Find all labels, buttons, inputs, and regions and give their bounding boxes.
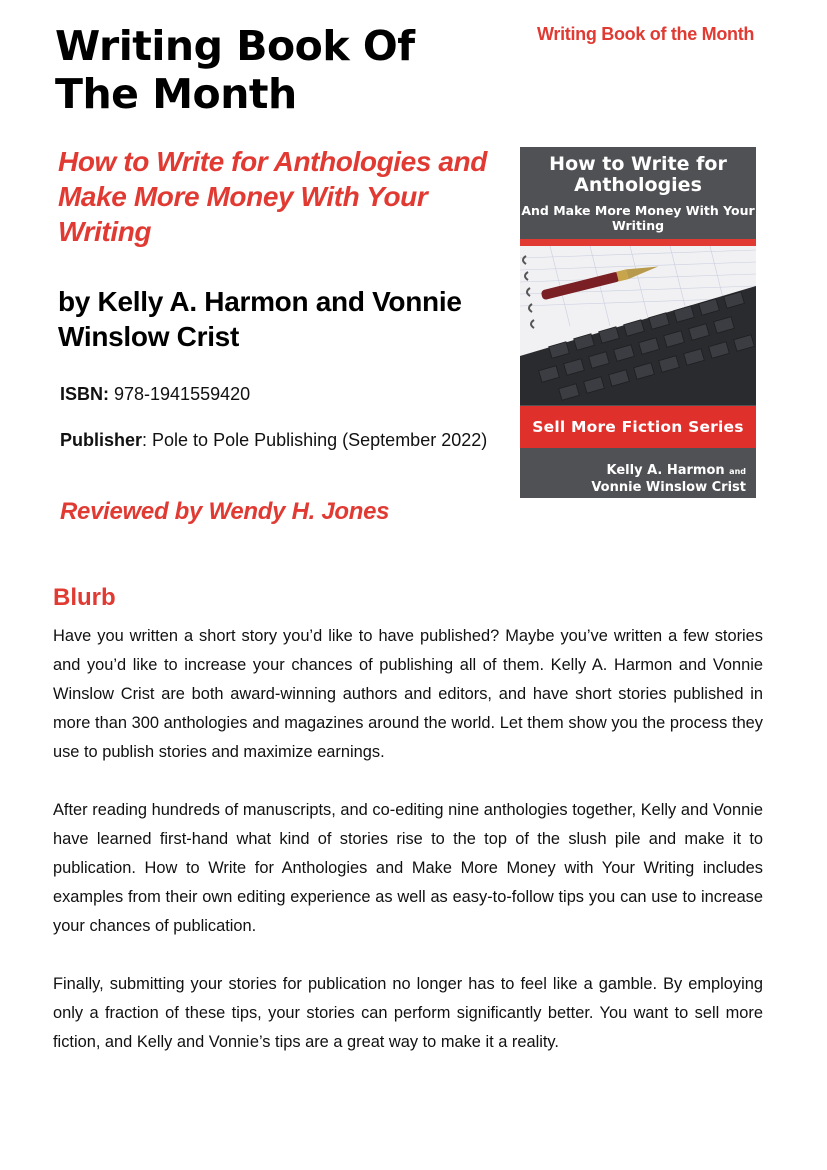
cover-author-1: Kelly A. Harmon: [606, 463, 725, 478]
isbn-value: 978-1941559420: [109, 384, 251, 404]
keyboard-pen-illustration: [520, 246, 756, 405]
publisher-label: Publisher: [60, 430, 143, 450]
book-authors: by Kelly A. Harmon and Vonnie Winslow Crist: [58, 286, 462, 352]
isbn-line: [60, 384, 250, 405]
cover-keyboard-image: [520, 246, 756, 405]
cover-authors: [591, 463, 746, 496]
publisher-line: [60, 430, 487, 451]
blurb-paragraph-1: Have you written a short story you’d like to have published? Maybe you’ve written a few stories and you’d like to increase your chances of publishing all of them. Kelly A. Harmon and Vonnie Winslow Crist are both award-winning authors and editors, and have short stories published in more than 300 anthologies and magazines around the world. Let them show you the process they use to publish stories and maximize earnings.: [53, 627, 763, 761]
blurb-paragraph-3: Finally, submitting your stories for publication no longer has to feel like a gamble. By employing only a fraction of these tips, your stories can perform significantly better. You want to sell more fiction, and Kelly and Vonnie’s tips are a great way to make it a reality.: [53, 975, 763, 1051]
page-title: Writing Book Of The Month: [55, 22, 415, 118]
cover-title: How to Write for Anthologies: [549, 153, 727, 196]
cover-accent-strip: [520, 239, 756, 246]
cover-author-2: Vonnie Winslow Crist: [591, 480, 746, 495]
blurb-paragraph-2: After reading hundreds of manuscripts, and co-editing nine anthologies together, Kelly and Vonnie have learned first-hand what kind of stories rise to the top of the slush pile and make it to publication. How to Write for Anthologies and Make More Money with Your Writing includes examples from their own editing experience as well as easy-to-follow tips you can use to increase your chances of publication.: [53, 801, 763, 935]
book-title: How to Write for Anthologies and Make More Money With Your Writing: [58, 146, 487, 247]
header-tag: Writing Book of the Month: [537, 24, 755, 44]
cover-series-band: Sell More Fiction Series: [520, 406, 756, 448]
cover-and: and: [729, 467, 746, 476]
isbn-label: ISBN:: [60, 384, 109, 404]
book-cover: [520, 147, 756, 498]
blurb-heading: Blurb: [53, 584, 116, 611]
reviewer-credit: Reviewed by Wendy H. Jones: [60, 498, 390, 525]
publisher-value: : Pole to Pole Publishing (September 2022): [142, 430, 488, 450]
cover-subtitle: And Make More Money With Your Writing: [521, 203, 755, 233]
